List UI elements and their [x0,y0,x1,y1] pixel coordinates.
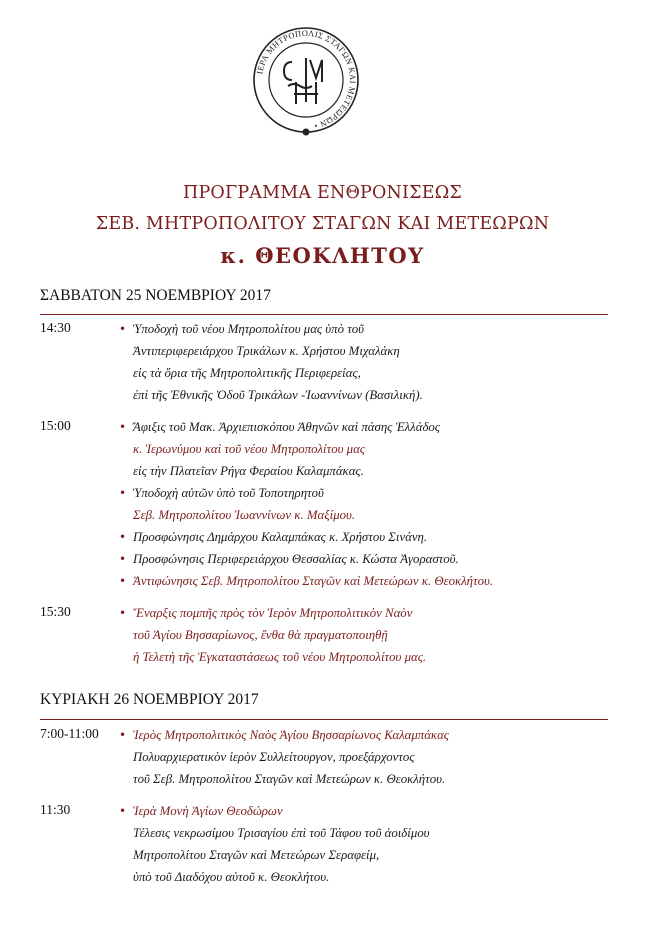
schedule-line: Ἔναρξις πομπῆς πρὸς τὸν Ἱερὸν Μητροπολιτικὸν Ναὸν [133,606,413,620]
schedule-line: Προσφώνησις Δημάρχου Καλαμπάκας κ. Χρήστου Σινάνη. [133,530,428,544]
bullet-icon: • [119,804,127,818]
schedule-line: τοῦ Σεβ. Μητροπολίτου Σταγῶν καὶ Μετεώρων κ. Θεοκλήτου. [133,772,446,786]
bullet-icon: • [119,606,127,620]
schedule-line: Ὑποδοχὴ τοῦ νέου Μητροπολίτου μας ὑπὸ τοῦ [133,322,365,336]
bullet-icon: • [119,552,127,566]
schedule-line: τοῦ Ἁγίου Βησσαρίωνος, ἔνθα θὰ πραγματοποιηθῇ [133,628,388,642]
time-label: 15:00 [40,418,71,433]
bullet-icon: • [119,728,127,742]
bullet-icon: • [119,530,127,544]
schedule-line: εἰς τὰ ὅρια τῆς Μητροπολιτικῆς Περιφερείας, [133,366,361,380]
schedule-line: κ. Ἱερωνύμου καὶ τοῦ νέου Μητροπολίτου μας [133,442,365,456]
time-label: 15:30 [40,604,71,619]
bullet-icon: • [119,574,127,588]
schedule-line: ἡ Τελετὴ τῆς Ἐγκαταστάσεως τοῦ νέου Μητροπολίτου μας. [133,650,427,664]
schedule-line: Ἱερὰ Μονὴ Ἁγίων Θεοδώρων [133,804,283,818]
time-label: 7:00-11:00 [40,726,99,741]
time-label: 11:30 [40,802,71,817]
schedule-line: εἰς τὴν Πλατεῖαν Ρήγα Φεραίου Καλαμπάκας. [133,464,364,478]
day-heading-sunday: ΚΥΡΙΑΚΗ 26 ΝΟΕΜΒΡΙΟΥ 2017 [40,691,259,708]
bullet-icon: • [119,322,127,336]
schedule-line: Ὑποδοχὴ αὐτῶν ὑπὸ τοῦ Τοποτηρητοῦ [133,486,324,500]
bullet-icon: • [119,486,127,500]
title-line-3: κ. ΘΕΟΚΛΗΤΟΥ [220,243,425,268]
schedule-line: Μητροπολίτου Σταγῶν καὶ Μετεώρων Σεραφείμ, [133,848,380,862]
schedule-line: Σεβ. Μητροπολίτου Ἰωαννίνων κ. Μαξίμου. [133,508,356,522]
svg-text:ΙΕΡΑ ΜΗΤΡΟΠΟΛΙΣ ΣΤΑΓΩΝ ΚΑΙ ΜΕΤ: ΙΕΡΑ ΜΗΤΡΟΠΟΛΙΣ ΣΤΑΓΩΝ ΚΑΙ ΜΕΤΕΩΡΩΝ • [255,28,358,131]
schedule-line: Προσφώνησις Περιφερειάρχου Θεσσαλίας κ. Κώστα Ἀγοραστοῦ. [133,552,459,566]
schedule-line: ὑπὸ τοῦ Διαδόχου αὐτοῦ κ. Θεοκλήτου. [133,870,330,884]
schedule-line: Πολυαρχιερατικὸν ἱερὸν Συλλείτουργον, προεξάρχοντος [133,750,415,764]
bullet-icon: • [119,420,127,434]
time-label: 14:30 [40,320,71,335]
title-line-2: ΣΕΒ. ΜΗΤΡΟΠΟΛΙΤΟΥ ΣΤΑΓΩΝ ΚΑΙ ΜΕΤΕΩΡΩΝ [95,214,550,234]
schedule-line: Ἄφιξις τοῦ Μακ. Ἀρχιεπισκόπου Ἀθηνῶν καὶ πάσης Ἑλλάδος [133,420,440,434]
schedule-line: Ἀντιπεριφερειάρχου Τρικάλων κ. Χρήστου Μιχαλάκη [133,344,400,358]
schedule-line: Ἀντιφώνησις Σεβ. Μητροπολίτου Σταγῶν καὶ Μετεώρων κ. Θεοκλήτου. [133,574,494,588]
schedule-line: Ἱερὸς Μητροπολιτικὸς Ναὸς Ἁγίου Βησσαρίωνος Καλαμπάκας [133,728,449,742]
schedule-line: Τέλεσις νεκρωσίμου Τρισαγίου ἐπὶ τοῦ Τάφου τοῦ ἀοιδίμου [133,826,430,840]
day-heading-saturday: ΣΑΒΒΑΤΟΝ 25 ΝΟΕΜΒΡΙΟΥ 2017 [40,287,271,304]
title-line-1: ΠΡΟΓΡΑΜΜΑ ΕΝΘΡΟΝΙΣΕΩΣ [183,183,462,203]
schedule-line: ἐπὶ τῆς Ἐθνικῆς Ὁδοῦ Τρικάλων -Ἰωαννίνων (Βασιλική). [133,388,423,402]
